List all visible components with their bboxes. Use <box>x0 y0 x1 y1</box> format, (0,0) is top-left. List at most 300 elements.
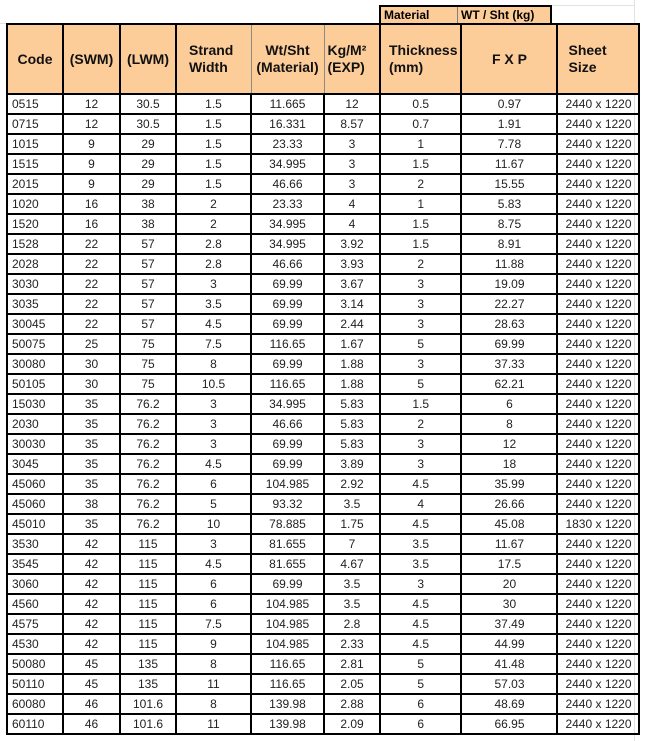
cell-thickness[interactable]: 4.5 <box>380 514 461 534</box>
cell-thickness[interactable]: 0.5 <box>380 94 461 114</box>
cell-swm[interactable]: 42 <box>63 634 120 654</box>
cell-kg-m2[interactable]: 2.81 <box>324 654 380 674</box>
cell-sheet-size[interactable]: 1830 x 1220 <box>557 514 639 534</box>
cell-wt-sht[interactable]: 104.985 <box>251 634 324 654</box>
cell-thickness[interactable]: 5 <box>380 334 461 354</box>
cell-strand-width[interactable]: 3 <box>176 394 251 414</box>
cell-strand-width[interactable]: 1.5 <box>176 154 251 174</box>
cell-fxp[interactable]: 41.48 <box>461 654 557 674</box>
cell-fxp[interactable]: 15.55 <box>461 174 557 194</box>
cell-kg-m2[interactable]: 3 <box>324 154 380 174</box>
cell-fxp[interactable]: 8.75 <box>461 214 557 234</box>
cell-sheet-size[interactable]: 2440 x 1220 <box>557 154 639 174</box>
cell-lwm[interactable]: 135 <box>120 674 176 694</box>
cell-code[interactable]: 2028 <box>7 254 63 274</box>
cell-lwm[interactable]: 29 <box>120 134 176 154</box>
cell-fxp[interactable]: 30 <box>461 594 557 614</box>
cell-thickness[interactable]: 2 <box>380 174 461 194</box>
cell-kg-m2[interactable]: 5.83 <box>324 414 380 434</box>
cell-sheet-size[interactable]: 2440 x 1220 <box>557 714 639 734</box>
cell-code[interactable]: 3035 <box>7 294 63 314</box>
cell-swm[interactable]: 35 <box>63 454 120 474</box>
cell-swm[interactable]: 9 <box>63 154 120 174</box>
cell-thickness[interactable]: 1.5 <box>380 234 461 254</box>
cell-code[interactable]: 0715 <box>7 114 63 134</box>
cell-fxp[interactable]: 57.03 <box>461 674 557 694</box>
cell-thickness[interactable]: 6 <box>380 694 461 714</box>
cell-swm[interactable]: 42 <box>63 554 120 574</box>
cell-kg-m2[interactable]: 3.93 <box>324 254 380 274</box>
cell-thickness[interactable]: 3 <box>380 434 461 454</box>
cell-kg-m2[interactable]: 8.57 <box>324 114 380 134</box>
cell-code[interactable]: 3530 <box>7 534 63 554</box>
cell-code[interactable]: 15030 <box>7 394 63 414</box>
cell-lwm[interactable]: 38 <box>120 214 176 234</box>
cell-thickness[interactable]: 0.7 <box>380 114 461 134</box>
cell-wt-sht[interactable]: 116.65 <box>251 674 324 694</box>
cell-kg-m2[interactable]: 2.09 <box>324 714 380 734</box>
cell-kg-m2[interactable]: 7 <box>324 534 380 554</box>
cell-code[interactable]: 3045 <box>7 454 63 474</box>
cell-strand-width[interactable]: 2 <box>176 214 251 234</box>
cell-strand-width[interactable]: 10.5 <box>176 374 251 394</box>
cell-strand-width[interactable]: 6 <box>176 574 251 594</box>
cell-code[interactable]: 3030 <box>7 274 63 294</box>
cell-sheet-size[interactable]: 2440 x 1220 <box>557 594 639 614</box>
cell-wt-sht[interactable]: 69.99 <box>251 434 324 454</box>
cell-fxp[interactable]: 17.5 <box>461 554 557 574</box>
cell-kg-m2[interactable]: 3.5 <box>324 594 380 614</box>
cell-thickness[interactable]: 5 <box>380 374 461 394</box>
cell-strand-width[interactable]: 4.5 <box>176 454 251 474</box>
cell-sheet-size[interactable]: 2440 x 1220 <box>557 454 639 474</box>
cell-kg-m2[interactable]: 1.67 <box>324 334 380 354</box>
cell-thickness[interactable]: 6 <box>380 714 461 734</box>
cell-thickness[interactable]: 5 <box>380 674 461 694</box>
cell-thickness[interactable]: 1.5 <box>380 394 461 414</box>
cell-wt-sht[interactable]: 69.99 <box>251 354 324 374</box>
cell-wt-sht[interactable]: 34.995 <box>251 214 324 234</box>
cell-lwm[interactable]: 75 <box>120 334 176 354</box>
table-row <box>7 534 639 554</box>
cell-sheet-size[interactable]: 2440 x 1220 <box>557 534 639 554</box>
cell-strand-width[interactable]: 3 <box>176 534 251 554</box>
cell-lwm[interactable]: 57 <box>120 314 176 334</box>
cell-swm[interactable]: 12 <box>63 114 120 134</box>
cell-fxp[interactable]: 6 <box>461 394 557 414</box>
cell-code[interactable]: 50110 <box>7 674 63 694</box>
cell-wt-sht[interactable]: 104.985 <box>251 594 324 614</box>
cell-swm[interactable]: 30 <box>63 354 120 374</box>
cell-kg-m2[interactable]: 3.14 <box>324 294 380 314</box>
cell-swm[interactable]: 9 <box>63 174 120 194</box>
cell-wt-sht[interactable]: 104.985 <box>251 614 324 634</box>
cell-swm[interactable]: 30 <box>63 374 120 394</box>
cell-code[interactable]: 1528 <box>7 234 63 254</box>
cell-wt-sht[interactable]: 78.885 <box>251 514 324 534</box>
cell-fxp[interactable]: 26.66 <box>461 494 557 514</box>
cell-kg-m2[interactable]: 1.88 <box>324 354 380 374</box>
cell-sheet-size[interactable]: 2440 x 1220 <box>557 174 639 194</box>
cell-fxp[interactable]: 37.33 <box>461 354 557 374</box>
cell-wt-sht[interactable]: 16.331 <box>251 114 324 134</box>
cell-swm[interactable]: 12 <box>63 94 120 114</box>
cell-lwm[interactable]: 57 <box>120 274 176 294</box>
cell-strand-width[interactable]: 1.5 <box>176 94 251 114</box>
cell-strand-width[interactable]: 4.5 <box>176 314 251 334</box>
cell-kg-m2[interactable]: 2.88 <box>324 694 380 714</box>
cell-kg-m2[interactable]: 3.5 <box>324 494 380 514</box>
cell-lwm[interactable]: 29 <box>120 154 176 174</box>
cell-kg-m2[interactable]: 5.83 <box>324 394 380 414</box>
cell-fxp[interactable]: 48.69 <box>461 694 557 714</box>
cell-thickness[interactable]: 3 <box>380 274 461 294</box>
cell-code[interactable]: 45010 <box>7 514 63 534</box>
cell-code[interactable]: 1015 <box>7 134 63 154</box>
cell-sheet-size[interactable]: 2440 x 1220 <box>557 494 639 514</box>
cell-thickness[interactable]: 2 <box>380 414 461 434</box>
cell-lwm[interactable]: 115 <box>120 594 176 614</box>
cell-fxp[interactable]: 19.09 <box>461 274 557 294</box>
cell-swm[interactable]: 42 <box>63 594 120 614</box>
cell-swm[interactable]: 22 <box>63 294 120 314</box>
cell-wt-sht[interactable]: 46.66 <box>251 254 324 274</box>
cell-fxp[interactable]: 66.95 <box>461 714 557 734</box>
cell-sheet-size[interactable]: 2440 x 1220 <box>557 414 639 434</box>
cell-kg-m2[interactable]: 2.05 <box>324 674 380 694</box>
cell-code[interactable]: 60110 <box>7 714 63 734</box>
cell-lwm[interactable]: 115 <box>120 634 176 654</box>
cell-strand-width[interactable]: 4.5 <box>176 554 251 574</box>
cell-lwm[interactable]: 29 <box>120 174 176 194</box>
table-row <box>7 94 639 114</box>
cell-wt-sht[interactable]: 81.655 <box>251 534 324 554</box>
cell-kg-m2[interactable]: 1.75 <box>324 514 380 534</box>
cell-sheet-size[interactable]: 2440 x 1220 <box>557 374 639 394</box>
cell-strand-width[interactable]: 8 <box>176 354 251 374</box>
cell-thickness[interactable]: 4.5 <box>380 474 461 494</box>
cell-strand-width[interactable]: 3 <box>176 274 251 294</box>
cell-kg-m2[interactable]: 5.83 <box>324 434 380 454</box>
cell-code[interactable]: 2030 <box>7 414 63 434</box>
cell-sheet-size[interactable]: 2440 x 1220 <box>557 634 639 654</box>
cell-sheet-size[interactable]: 2440 x 1220 <box>557 94 639 114</box>
cell-sheet-size[interactable]: 2440 x 1220 <box>557 214 639 234</box>
cell-thickness[interactable]: 4 <box>380 494 461 514</box>
cell-code[interactable]: 4575 <box>7 614 63 634</box>
cell-sheet-size[interactable]: 2440 x 1220 <box>557 314 639 334</box>
col-header-kg-m2-exp[interactable]: Kg/M² (EXP) <box>324 24 380 94</box>
cell-fxp[interactable]: 1.91 <box>461 114 557 134</box>
cell-sheet-size[interactable]: 2440 x 1220 <box>557 194 639 214</box>
col-header-lwm[interactable]: (LWM) <box>120 24 176 94</box>
col-header-wt-sht-material[interactable]: Wt/Sht (Material) <box>251 24 324 94</box>
cell-swm[interactable]: 42 <box>63 534 120 554</box>
cell-sheet-size[interactable]: 2440 x 1220 <box>557 334 639 354</box>
cell-kg-m2[interactable]: 2.92 <box>324 474 380 494</box>
cell-lwm[interactable]: 76.2 <box>120 454 176 474</box>
cell-lwm[interactable]: 115 <box>120 574 176 594</box>
cell-strand-width[interactable]: 1.5 <box>176 114 251 134</box>
cell-wt-sht[interactable]: 23.33 <box>251 134 324 154</box>
cell-swm[interactable]: 22 <box>63 314 120 334</box>
cell-fxp[interactable]: 69.99 <box>461 334 557 354</box>
cell-kg-m2[interactable]: 1.88 <box>324 374 380 394</box>
cell-sheet-size[interactable]: 2440 x 1220 <box>557 354 639 374</box>
cell-lwm[interactable]: 76.2 <box>120 414 176 434</box>
cell-lwm[interactable]: 76.2 <box>120 474 176 494</box>
cell-swm[interactable]: 35 <box>63 394 120 414</box>
cell-lwm[interactable]: 135 <box>120 654 176 674</box>
cell-strand-width[interactable]: 1.5 <box>176 174 251 194</box>
cell-lwm[interactable]: 115 <box>120 534 176 554</box>
cell-wt-sht[interactable]: 81.655 <box>251 554 324 574</box>
cell-lwm[interactable]: 101.6 <box>120 694 176 714</box>
cell-code[interactable]: 1520 <box>7 214 63 234</box>
cell-swm[interactable]: 22 <box>63 254 120 274</box>
cell-kg-m2[interactable]: 3.67 <box>324 274 380 294</box>
cell-kg-m2[interactable]: 4 <box>324 194 380 214</box>
cell-lwm[interactable]: 76.2 <box>120 394 176 414</box>
cell-thickness[interactable]: 1 <box>380 134 461 154</box>
cell-strand-width[interactable]: 8 <box>176 654 251 674</box>
cell-wt-sht[interactable]: 69.99 <box>251 454 324 474</box>
col-header-fxp[interactable]: F X P <box>461 24 557 94</box>
cell-wt-sht[interactable]: 93.32 <box>251 494 324 514</box>
cell-kg-m2[interactable]: 2.33 <box>324 634 380 654</box>
cell-lwm[interactable]: 115 <box>120 614 176 634</box>
cell-lwm[interactable]: 30.5 <box>120 94 176 114</box>
cell-code[interactable]: 50105 <box>7 374 63 394</box>
cell-strand-width[interactable]: 5 <box>176 494 251 514</box>
cell-wt-sht[interactable]: 23.33 <box>251 194 324 214</box>
cell-sheet-size[interactable]: 2440 x 1220 <box>557 554 639 574</box>
cell-fxp[interactable]: 5.83 <box>461 194 557 214</box>
cell-wt-sht[interactable]: 104.985 <box>251 474 324 494</box>
cell-fxp[interactable]: 8 <box>461 414 557 434</box>
cell-strand-width[interactable]: 1.5 <box>176 134 251 154</box>
cell-kg-m2[interactable]: 3 <box>324 134 380 154</box>
cell-swm[interactable]: 25 <box>63 334 120 354</box>
cell-kg-m2[interactable]: 12 <box>324 94 380 114</box>
cell-strand-width[interactable]: 6 <box>176 594 251 614</box>
cell-wt-sht[interactable]: 34.995 <box>251 394 324 414</box>
cell-sheet-size[interactable]: 2440 x 1220 <box>557 114 639 134</box>
cell-swm[interactable]: 22 <box>63 234 120 254</box>
cell-wt-sht[interactable]: 69.99 <box>251 314 324 334</box>
cell-wt-sht[interactable]: 69.99 <box>251 294 324 314</box>
cell-fxp[interactable]: 0.97 <box>461 94 557 114</box>
cell-sheet-size[interactable]: 2440 x 1220 <box>557 574 639 594</box>
cell-code[interactable]: 4530 <box>7 634 63 654</box>
cell-wt-sht[interactable]: 46.66 <box>251 174 324 194</box>
cell-sheet-size[interactable]: 2440 x 1220 <box>557 694 639 714</box>
cell-lwm[interactable]: 38 <box>120 194 176 214</box>
cell-lwm[interactable]: 76.2 <box>120 434 176 454</box>
cell-code[interactable]: 60080 <box>7 694 63 714</box>
cell-swm[interactable]: 35 <box>63 434 120 454</box>
cell-strand-width[interactable]: 7.5 <box>176 334 251 354</box>
cell-kg-m2[interactable]: 2.44 <box>324 314 380 334</box>
cell-swm[interactable]: 46 <box>63 714 120 734</box>
cell-sheet-size[interactable]: 2440 x 1220 <box>557 294 639 314</box>
cell-lwm[interactable]: 30.5 <box>120 114 176 134</box>
cell-code[interactable]: 30080 <box>7 354 63 374</box>
cell-sheet-size[interactable]: 2440 x 1220 <box>557 134 639 154</box>
cell-fxp[interactable]: 8.91 <box>461 234 557 254</box>
cell-thickness[interactable]: 1.5 <box>380 214 461 234</box>
cell-strand-width[interactable]: 7.5 <box>176 614 251 634</box>
cell-thickness[interactable]: 3 <box>380 574 461 594</box>
cell-lwm[interactable]: 57 <box>120 294 176 314</box>
cell-code[interactable]: 30030 <box>7 434 63 454</box>
cell-code[interactable]: 30045 <box>7 314 63 334</box>
cell-lwm[interactable]: 57 <box>120 254 176 274</box>
cell-swm[interactable]: 35 <box>63 514 120 534</box>
cell-code[interactable]: 1020 <box>7 194 63 214</box>
cell-wt-sht[interactable]: 139.98 <box>251 694 324 714</box>
cell-kg-m2[interactable]: 3.5 <box>324 574 380 594</box>
cell-swm[interactable]: 42 <box>63 614 120 634</box>
cell-code[interactable]: 45060 <box>7 474 63 494</box>
cell-swm[interactable]: 35 <box>63 474 120 494</box>
cell-wt-sht[interactable]: 69.99 <box>251 274 324 294</box>
cell-sheet-size[interactable]: 2440 x 1220 <box>557 394 639 414</box>
cell-strand-width[interactable]: 2.8 <box>176 234 251 254</box>
cell-fxp[interactable]: 12 <box>461 434 557 454</box>
col-header-code[interactable]: Code <box>7 24 63 94</box>
cell-thickness[interactable]: 3 <box>380 354 461 374</box>
cell-thickness[interactable]: 5 <box>380 654 461 674</box>
cell-sheet-size[interactable]: 2440 x 1220 <box>557 254 639 274</box>
cell-fxp[interactable]: 11.67 <box>461 154 557 174</box>
cell-kg-m2[interactable]: 3 <box>324 174 380 194</box>
cell-fxp[interactable]: 11.67 <box>461 534 557 554</box>
cell-strand-width[interactable]: 10 <box>176 514 251 534</box>
cell-thickness[interactable]: 2 <box>380 254 461 274</box>
cell-strand-width[interactable]: 11 <box>176 674 251 694</box>
cell-kg-m2[interactable]: 3.92 <box>324 234 380 254</box>
cell-sheet-size[interactable]: 2440 x 1220 <box>557 674 639 694</box>
cell-swm[interactable]: 46 <box>63 694 120 714</box>
cell-wt-sht[interactable]: 46.66 <box>251 414 324 434</box>
cell-sheet-size[interactable]: 2440 x 1220 <box>557 474 639 494</box>
cell-fxp[interactable]: 45.08 <box>461 514 557 534</box>
cell-wt-sht[interactable]: 116.65 <box>251 334 324 354</box>
cell-thickness[interactable]: 4.5 <box>380 634 461 654</box>
cell-code[interactable]: 50075 <box>7 334 63 354</box>
cell-code[interactable]: 45060 <box>7 494 63 514</box>
cell-code[interactable]: 4560 <box>7 594 63 614</box>
cell-code[interactable]: 50080 <box>7 654 63 674</box>
cell-sheet-size[interactable]: 2440 x 1220 <box>557 434 639 454</box>
cell-swm[interactable]: 22 <box>63 274 120 294</box>
cell-sheet-size[interactable]: 2440 x 1220 <box>557 654 639 674</box>
cell-fxp[interactable]: 37.49 <box>461 614 557 634</box>
cell-lwm[interactable]: 75 <box>120 374 176 394</box>
cell-thickness[interactable]: 4.5 <box>380 614 461 634</box>
cell-strand-width[interactable]: 3 <box>176 414 251 434</box>
cell-thickness[interactable]: 4.5 <box>380 594 461 614</box>
cell-thickness[interactable]: 3 <box>380 314 461 334</box>
cell-strand-width[interactable]: 3.5 <box>176 294 251 314</box>
cell-swm[interactable]: 38 <box>63 494 120 514</box>
cell-swm[interactable]: 42 <box>63 574 120 594</box>
cell-fxp[interactable]: 44.99 <box>461 634 557 654</box>
cell-code[interactable]: 1515 <box>7 154 63 174</box>
cell-lwm[interactable]: 76.2 <box>120 494 176 514</box>
cell-sheet-size[interactable]: 2440 x 1220 <box>557 234 639 254</box>
cell-fxp[interactable]: 11.88 <box>461 254 557 274</box>
cell-thickness[interactable]: 3 <box>380 454 461 474</box>
cell-lwm[interactable]: 57 <box>120 234 176 254</box>
col-header-strand-width[interactable]: Strand Width <box>176 24 251 94</box>
cell-strand-width[interactable]: 11 <box>176 714 251 734</box>
cell-code[interactable]: 3545 <box>7 554 63 574</box>
col-header-thickness[interactable]: Thickness (mm) <box>380 24 461 94</box>
cell-wt-sht[interactable]: 34.995 <box>251 234 324 254</box>
cell-wt-sht[interactable]: 116.65 <box>251 374 324 394</box>
cell-strand-width[interactable]: 3 <box>176 434 251 454</box>
cell-thickness[interactable]: 1 <box>380 194 461 214</box>
cell-thickness[interactable]: 3 <box>380 294 461 314</box>
cell-lwm[interactable]: 76.2 <box>120 514 176 534</box>
cell-swm[interactable]: 16 <box>63 214 120 234</box>
cell-swm[interactable]: 9 <box>63 134 120 154</box>
cell-code[interactable]: 2015 <box>7 174 63 194</box>
cell-sheet-size[interactable]: 2440 x 1220 <box>557 274 639 294</box>
cell-wt-sht[interactable]: 34.995 <box>251 154 324 174</box>
col-header-sheet-size[interactable]: Sheet Size <box>557 24 639 94</box>
cell-thickness[interactable]: 1.5 <box>380 154 461 174</box>
cell-wt-sht[interactable]: 69.99 <box>251 574 324 594</box>
col-header-swm[interactable]: (SWM) <box>63 24 120 94</box>
cell-thickness[interactable]: 3.5 <box>380 554 461 574</box>
cell-wt-sht[interactable]: 116.65 <box>251 654 324 674</box>
cell-strand-width[interactable]: 2 <box>176 194 251 214</box>
table-row <box>7 674 639 694</box>
cell-kg-m2[interactable]: 3.89 <box>324 454 380 474</box>
cell-swm[interactable]: 35 <box>63 414 120 434</box>
cell-swm[interactable]: 45 <box>63 674 120 694</box>
cell-lwm[interactable]: 115 <box>120 554 176 574</box>
cell-lwm[interactable]: 75 <box>120 354 176 374</box>
cell-kg-m2[interactable]: 2.8 <box>324 614 380 634</box>
cell-strand-width[interactable]: 9 <box>176 634 251 654</box>
cell-fxp[interactable]: 22.27 <box>461 294 557 314</box>
cell-swm[interactable]: 45 <box>63 654 120 674</box>
cell-strand-width[interactable]: 2.8 <box>176 254 251 274</box>
cell-wt-sht[interactable]: 11.665 <box>251 94 324 114</box>
cell-kg-m2[interactable]: 4.67 <box>324 554 380 574</box>
cell-wt-sht[interactable]: 139.98 <box>251 714 324 734</box>
cell-fxp[interactable]: 7.78 <box>461 134 557 154</box>
cell-fxp[interactable]: 28.63 <box>461 314 557 334</box>
cell-fxp[interactable]: 18 <box>461 454 557 474</box>
cell-fxp[interactable]: 35.99 <box>461 474 557 494</box>
cell-strand-width[interactable]: 6 <box>176 474 251 494</box>
cell-strand-width[interactable]: 8 <box>176 694 251 714</box>
cell-sheet-size[interactable]: 2440 x 1220 <box>557 614 639 634</box>
cell-code[interactable]: 0515 <box>7 94 63 114</box>
cell-kg-m2[interactable]: 4 <box>324 214 380 234</box>
cell-fxp[interactable]: 20 <box>461 574 557 594</box>
cell-lwm[interactable]: 101.6 <box>120 714 176 734</box>
cell-thickness[interactable]: 3.5 <box>380 534 461 554</box>
cell-code[interactable]: 3060 <box>7 574 63 594</box>
cell-fxp[interactable]: 62.21 <box>461 374 557 394</box>
cell-swm[interactable]: 16 <box>63 194 120 214</box>
